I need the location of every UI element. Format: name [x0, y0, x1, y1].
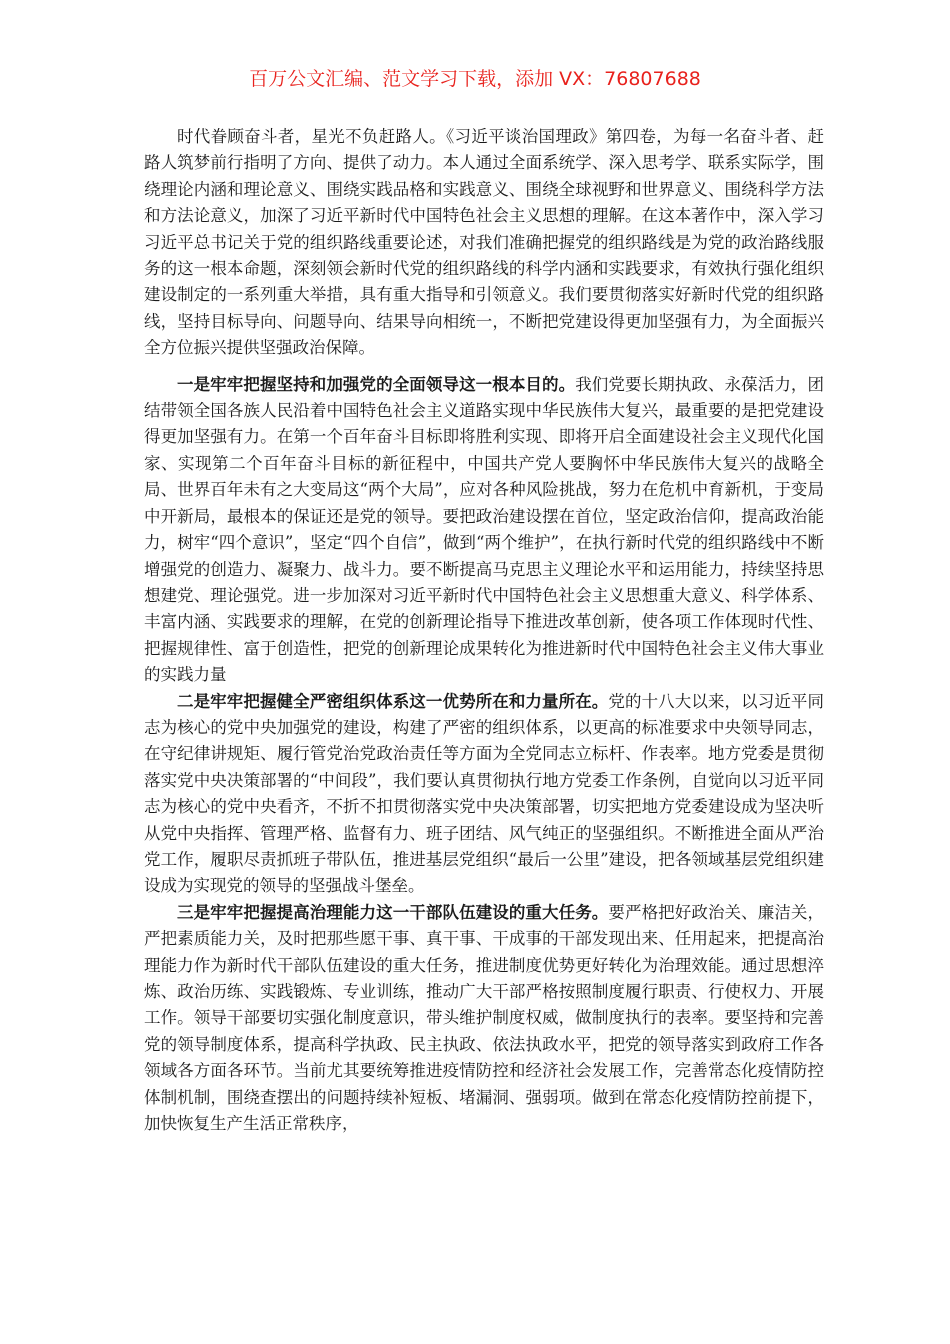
paragraph-text: 要严格把好政治关、廉洁关，严把素质能力关，及时把那些愿干事、真干事、干成事的干部发现出来、任用起来，把提高治理能力作为新时代干部队伍建设的重大任务，推进制度优势更好转化为治理效能。通过思想淬炼、政治历练、实践锻炼、专业训练，推动广大干部严格按照制度履行职责、行使权力、开展工作。领导干部要切实强化制度意识，带头维护制度权威，做制度执行的表率。要坚持和完善党的领导制度体系，提高科学执政、民主执政、依法执政水平，把党的领导落实到政府工作各领域各方面各环节。当前尤其要统筹推进疫情防控和经济社会发展工作，完善常态化疫情防控体制机制，围绕查摆出的问题持续补短板、堵漏洞、强弱项。做到在常态化疫情防控前提下，加快恢复生产生活正常秩序， — [144, 902, 825, 1134]
paragraph-intro — [144, 124, 824, 362]
paragraph-text: 我们党要长期执政、永葆活力，团结带领全国各族人民沿着中国特色社会主义道路实现中华民族伟大复兴，最重要的是把党建设得更加坚强有力。在第一个百年奋斗目标即将胜利实现、即将开启全面建设社会主义现代化国家、实现第二个百年奋斗目标的新征程中，中国共产党人要胸怀中华民族伟大复兴的战略全局、世界百年未有之大变局这“两个大局”，应对各种风险挑战，努力在危机中育新机，于变局中开新局，最根本的保证还是党的领导。要把政治建设摆在首位，坚定政治信仰，提高政治能力，树牢“四个意识”，坚定“四个自信”，做到“两个维护”，在执行新时代党的组织路线中不断增强党的创造力、凝聚力、战斗力。要不断提高马克思主义理论水平和运用能力，持续坚持思想建党、理论强党。进一步加深对习近平新时代中国特色社会主义思想重大意义、科学体系、丰富内涵、实践要求的理解，在党的创新理论指导下推进改革创新，使各项工作体现时代性、把握规律性、富于创造性，把党的创新理论成果转化为推进新时代中国特色社会主义伟大事业的实践力量 — [144, 374, 825, 685]
paragraph-point-three — [144, 900, 824, 1138]
paragraph-text: 党的十八大以来，以习近平同志为核心的党中央加强党的建设，构建了严密的组织体系，以更高的标准要求中央领导同志，在守纪律讲规矩、履行管党治党政治责任等方面为全党同志立标杆、作表率。地方党委是贯彻落实党中央决策部署的“中间段”，我们要认真贯彻执行地方党委工作条例，自觉向以习近平同志为核心的党中央看齐，不折不扣贯彻落实党中央决策部署，切实把地方党委建设成为坚决听从党中央指挥、管理严格、监督有力、班子团结、风气纯正的坚强组织。不断推进全面从严治党工作，履职尽责抓班子带队伍，推进基层党组织“最后一公里”建设，把各领域基层党组织建设成为实现党的领导的坚强战斗堡垒。 — [144, 691, 825, 896]
paragraph-lead: 三是牢牢把握提高治理能力这一干部队伍建设的重大任务。 — [177, 902, 609, 922]
paragraph-point-one — [144, 372, 824, 689]
header-banner: 百万公文汇编、范文学习下载，添加 VX：76807688 — [249, 68, 701, 90]
paragraph-text: 时代眷顾奋斗者，星光不负赶路人。《习近平谈治国理政》第四卷，为每一名奋斗者、赶路人筑梦前行指明了方向、提供了动力。本人通过全面系统学、深入思考学、联系实际学，围绕理论内涵和理论意义、围绕实践品格和实践意义、围绕全球视野和世界意义、围绕科学方法和方法论意义，加深了习近平新时代中国特色社会主义思想的理解。在这本著作中，深入学习习近平总书记关于党的组织路线重要论述，对我们准确把握党的组织路线是为党的政治路线服务的这一根本命题，深刻领会新时代党的组织路线的科学内涵和实践要求，有效执行强化组织建设制定的一系列重大举措，具有重大指导和引领意义。我们要贯彻落实好新时代党的组织路线，坚持目标导向、问题导向、结果导向相统一，不断把党建设得更加坚强有力，为全面振兴全方位振兴提供坚强政治保障。 — [144, 127, 824, 358]
paragraph-lead: 一是牢牢把握坚持和加强党的全面领导这一根本目的。 — [177, 374, 576, 394]
paragraph-point-two — [144, 689, 824, 900]
paragraph-lead: 二是牢牢把握健全严密组织体系这一优势所在和力量所在。 — [177, 691, 609, 711]
document-body — [144, 124, 824, 1137]
